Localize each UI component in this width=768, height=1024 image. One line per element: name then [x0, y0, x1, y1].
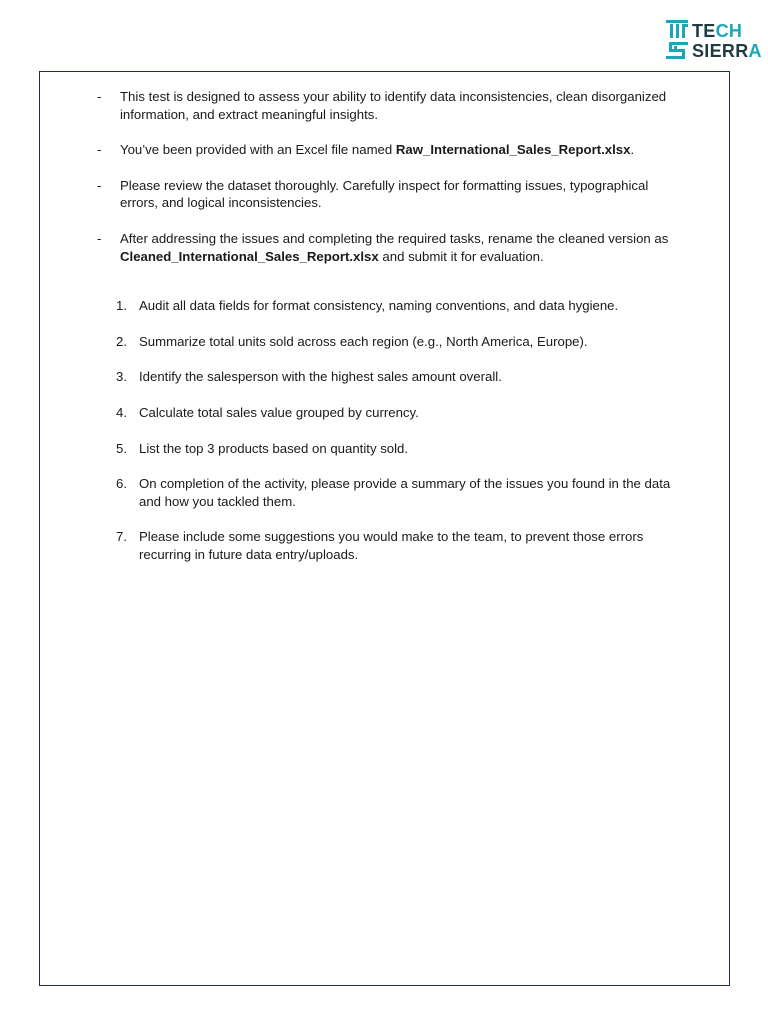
task-number: 7. — [116, 529, 127, 545]
task-number: 5. — [116, 440, 127, 456]
task-text: On completion of the activity, please provide a summary of the issues you found in the data and how you tackled them. — [139, 476, 671, 509]
task-item-1 — [97, 297, 677, 315]
task-text: Audit all data fields for format consistency, naming conventions, and data hygiene. — [139, 298, 619, 314]
cleaned-filename: Cleaned_International_Sales_Report.xlsx — [120, 248, 379, 264]
task-text: Please include some suggestions you would make to the team, to prevent those errors recurring in future data entry/uploads. — [139, 529, 644, 562]
bullet-marker: - — [97, 89, 102, 104]
tech-sierra-logo — [666, 20, 762, 62]
intro-bullet-1 — [97, 88, 677, 123]
intro-bullet-2 — [97, 141, 677, 159]
task-text: Identify the salesperson with the highest sales amount overall. — [139, 369, 502, 385]
bullet-marker: - — [97, 177, 102, 193]
intro-bullet-4 — [97, 230, 677, 265]
logo-word-tech: TECH — [692, 21, 743, 41]
task-item-5 — [97, 440, 677, 458]
task-number: 3. — [116, 369, 127, 385]
intro-bullet-list — [97, 88, 677, 265]
bullet-marker: - — [97, 230, 102, 246]
task-item-3 — [97, 368, 677, 386]
bullet-text: You’ve been provided with an Excel file named Raw_International_Sales_Report.xlsx. — [120, 142, 635, 158]
task-item-2 — [97, 333, 677, 351]
bullet-marker: - — [97, 142, 102, 158]
task-item-7 — [97, 528, 677, 563]
task-number: 4. — [116, 404, 127, 420]
task-text: List the top 3 products based on quantity sold. — [139, 440, 409, 456]
task-item-4 — [97, 404, 677, 422]
task-text: Summarize total units sold across each region (e.g., North America, Europe). — [139, 333, 588, 349]
task-item-6 — [97, 475, 677, 510]
raw-filename: Raw_International_Sales_Report.xlsx — [395, 142, 631, 158]
task-number: 6. — [116, 476, 127, 492]
intro-bullet-3 — [97, 177, 677, 212]
bullet-text: Please review the dataset thoroughly. Carefully inspect for formatting issues, typographical errors, and logical inconsistencies. — [120, 177, 649, 211]
bullet-text: This test is designed to assess your ability to identify data inconsistencies, clean disorganized information, and extract meaningful insights. — [120, 89, 667, 122]
tech-sierra-logo-icon — [666, 20, 688, 60]
task-number: 2. — [116, 333, 127, 349]
task-number: 1. — [116, 298, 127, 314]
instructions-content — [97, 88, 677, 582]
logo-word-sierra: SIERRA — [692, 41, 762, 61]
task-list — [97, 297, 677, 563]
task-text: Calculate total sales value grouped by currency. — [139, 404, 419, 420]
bullet-text: After addressing the issues and completing the required tasks, rename the cleaned version as Cleaned_International_Sales_Report.xlsx and submit it for evaluation. — [120, 230, 669, 264]
